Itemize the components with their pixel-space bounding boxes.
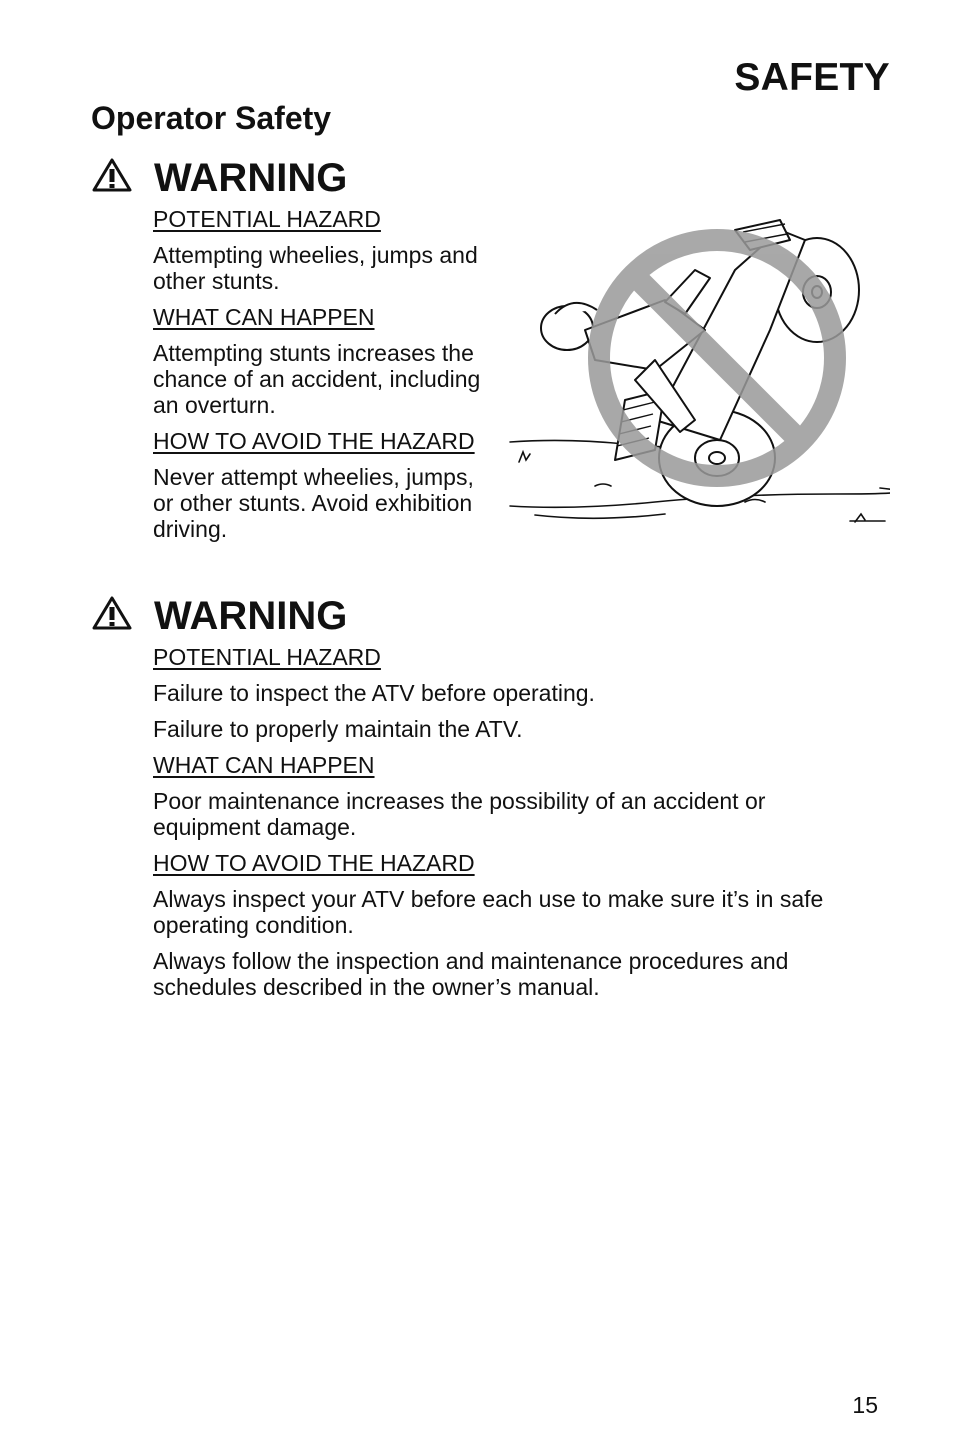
what-can-happen-text: Poor maintenance increases the possibility of an accident or equipment damage.: [153, 788, 766, 840]
warning-triangle-icon: [92, 596, 132, 630]
warning-body: [153, 644, 863, 1000]
warning-title: WARNING: [154, 156, 348, 200]
how-to-avoid-text: Always follow the inspection and maintenance procedures and schedules described in the owner’s manual.: [153, 948, 789, 1000]
potential-hazard-label: POTENTIAL HAZARD: [153, 206, 381, 232]
how-to-avoid-text: Never attempt wheelies, jumps, or other stunts. Avoid exhibition driving.: [153, 464, 474, 542]
potential-hazard-label: POTENTIAL HAZARD: [153, 644, 381, 670]
how-to-avoid-label: HOW TO AVOID THE HAZARD: [153, 850, 475, 876]
page-heading: Operator Safety: [91, 100, 332, 136]
how-to-avoid-label: HOW TO AVOID THE HAZARD: [153, 428, 475, 454]
warning-heading: [92, 156, 348, 200]
page-number: 15: [852, 1392, 878, 1418]
potential-hazard-text: Failure to properly maintain the ATV.: [153, 716, 523, 742]
warning-triangle-icon: [92, 158, 132, 192]
potential-hazard-text: Attempting wheelies, jumps and other stunts.: [153, 242, 478, 294]
warning-title: WARNING: [154, 594, 348, 638]
what-can-happen-text: Attempting stunts increases the chance of an accident, including an overturn.: [153, 340, 481, 418]
warning-heading: [92, 594, 348, 638]
warning-body: [153, 206, 483, 542]
what-can-happen-label: WHAT CAN HAPPEN: [153, 304, 375, 330]
what-can-happen-label: WHAT CAN HAPPEN: [153, 752, 375, 778]
how-to-avoid-text: Always inspect your ATV before each use to make sure it’s in safe operating condition.: [153, 886, 824, 938]
no-wheelie-prohibition-icon: [505, 210, 890, 530]
potential-hazard-text: Failure to inspect the ATV before operating.: [153, 680, 595, 706]
section-title: SAFETY: [734, 56, 890, 99]
